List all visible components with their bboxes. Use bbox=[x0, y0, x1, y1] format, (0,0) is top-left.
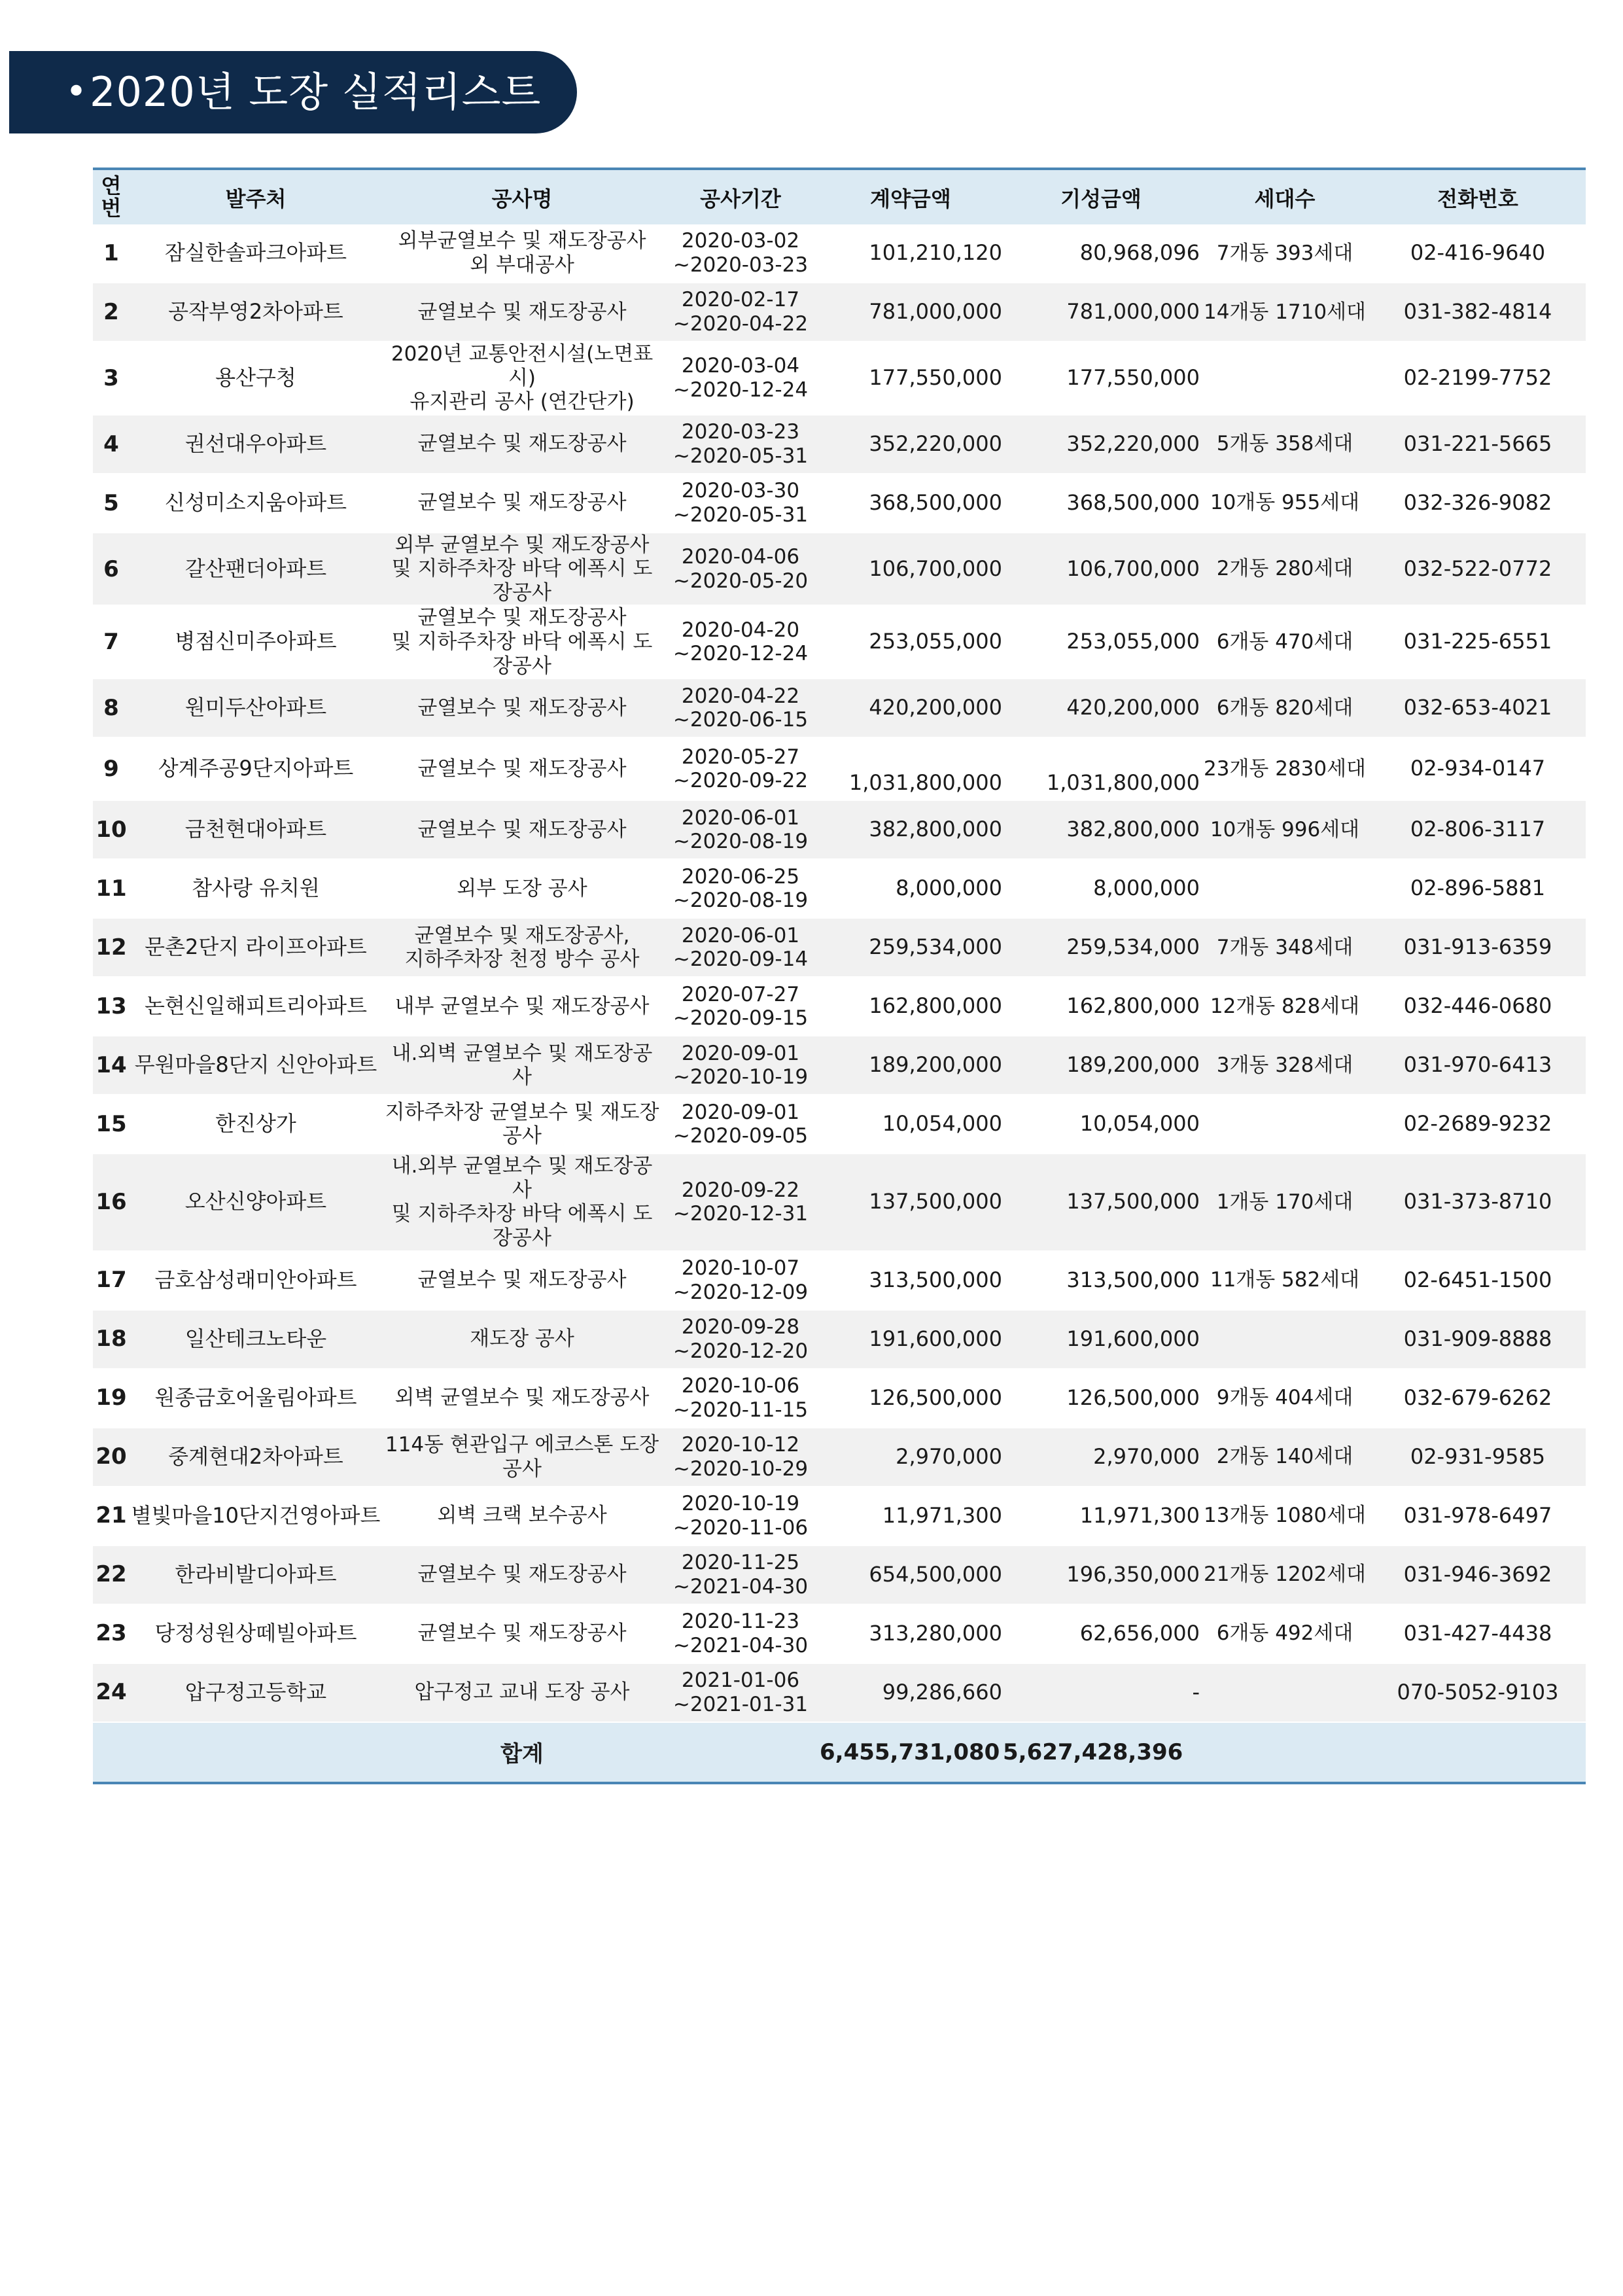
work-name-cell: 균열보수 및 재도장공사 bbox=[382, 1251, 662, 1310]
row-number: 8 bbox=[93, 679, 130, 737]
table-row bbox=[93, 415, 1586, 474]
table-row bbox=[93, 1369, 1586, 1428]
table-row bbox=[93, 800, 1586, 859]
table-row bbox=[93, 342, 1586, 415]
period-cell: 2020-09-01 ~2020-10-19 bbox=[662, 1036, 819, 1095]
period-cell: 2021-01-06 ~2021-01-31 bbox=[662, 1663, 819, 1722]
completed-amount-cell: 253,055,000 bbox=[1002, 605, 1200, 679]
header-units: 세대수 bbox=[1254, 186, 1316, 211]
units-cell: 3개동 328세대 bbox=[1200, 1036, 1370, 1095]
contract-amount-cell: 99,286,660 bbox=[819, 1663, 1002, 1722]
completed-amount-cell: 8,000,000 bbox=[1002, 859, 1200, 918]
phone-cell: 031-913-6359 bbox=[1370, 918, 1586, 977]
contract-amount-cell: 137,500,000 bbox=[819, 1154, 1002, 1250]
period-cell: 2020-09-28 ~2020-12-20 bbox=[662, 1310, 819, 1369]
work-name-cell: 재도장 공사 bbox=[382, 1310, 662, 1369]
completed-amount-cell: 106,700,000 bbox=[1002, 533, 1200, 606]
client-cell: 원종금호어울림아파트 bbox=[130, 1369, 382, 1428]
phone-cell: 070-5052-9103 bbox=[1370, 1663, 1586, 1722]
contract-amount-cell: 654,500,000 bbox=[819, 1545, 1002, 1604]
performance-table bbox=[93, 168, 1586, 1784]
client-cell: 상계주공9단지아파트 bbox=[130, 737, 382, 800]
contract-amount-cell: 313,280,000 bbox=[819, 1604, 1002, 1663]
phone-cell: 031-382-4814 bbox=[1370, 283, 1586, 342]
row-number: 11 bbox=[93, 859, 130, 918]
client-cell: 갈산팬더아파트 bbox=[130, 533, 382, 606]
period-cell: 2020-03-02 ~2020-03-23 bbox=[662, 224, 819, 283]
header-client: 발주처 bbox=[225, 186, 287, 211]
header-done: 기성금액 bbox=[1060, 186, 1142, 211]
phone-cell: 031-221-5665 bbox=[1370, 415, 1586, 474]
client-cell: 별빛마을10단지건영아파트 bbox=[130, 1487, 382, 1545]
row-number: 16 bbox=[93, 1154, 130, 1250]
client-cell: 당정성원상떼빌아파트 bbox=[130, 1604, 382, 1663]
contract-amount-cell: 126,500,000 bbox=[819, 1369, 1002, 1428]
table-row bbox=[93, 474, 1586, 533]
work-name-cell: 외부 균열보수 및 재도장공사 및 지하주차장 바닥 에폭시 도장공사 bbox=[382, 533, 662, 606]
work-name-cell: 균열보수 및 재도장공사 bbox=[382, 474, 662, 533]
client-cell: 금천현대아파트 bbox=[130, 800, 382, 859]
work-name-cell: 외부균열보수 및 재도장공사 외 부대공사 bbox=[382, 224, 662, 283]
row-number: 7 bbox=[93, 605, 130, 679]
table-row bbox=[93, 224, 1586, 283]
completed-amount-cell: 11,971,300 bbox=[1002, 1487, 1200, 1545]
header-no bbox=[93, 169, 130, 224]
header-phone: 전화번호 bbox=[1437, 186, 1518, 211]
completed-amount-cell: 352,220,000 bbox=[1002, 415, 1200, 474]
table-row bbox=[93, 1428, 1586, 1487]
contract-amount-cell: 1,031,800,000 bbox=[819, 737, 1002, 800]
period-cell: 2020-10-06 ~2020-11-15 bbox=[662, 1369, 819, 1428]
completed-amount-cell: 80,968,096 bbox=[1002, 224, 1200, 283]
period-cell: 2020-04-20 ~2020-12-24 bbox=[662, 605, 819, 679]
period-cell: 2020-11-25 ~2021-04-30 bbox=[662, 1545, 819, 1604]
work-name-cell: 균열보수 및 재도장공사 bbox=[382, 1545, 662, 1604]
client-cell: 금호삼성래미안아파트 bbox=[130, 1251, 382, 1310]
table-row bbox=[93, 1663, 1586, 1722]
phone-cell: 02-931-9585 bbox=[1370, 1428, 1586, 1487]
period-cell: 2020-03-30 ~2020-05-31 bbox=[662, 474, 819, 533]
period-cell: 2020-05-27 ~2020-09-22 bbox=[662, 737, 819, 800]
units-cell: 14개동 1710세대 bbox=[1200, 283, 1370, 342]
contract-amount-cell: 313,500,000 bbox=[819, 1251, 1002, 1310]
units-cell: 7개동 393세대 bbox=[1200, 224, 1370, 283]
work-name-cell: 내.외벽 균열보수 및 재도장공사 bbox=[382, 1036, 662, 1095]
total-spacer-4 bbox=[1200, 1722, 1370, 1783]
completed-amount-cell: 2,970,000 bbox=[1002, 1428, 1200, 1487]
client-cell: 참사랑 유치원 bbox=[130, 859, 382, 918]
phone-cell: 031-427-4438 bbox=[1370, 1604, 1586, 1663]
client-cell: 용산구청 bbox=[130, 342, 382, 415]
work-name-cell: 내.외부 균열보수 및 재도장공사 및 지하주차장 바닥 에폭시 도장공사 bbox=[382, 1154, 662, 1250]
phone-cell: 031-970-6413 bbox=[1370, 1036, 1586, 1095]
contract-amount-cell: 382,800,000 bbox=[819, 800, 1002, 859]
completed-amount-cell: 196,350,000 bbox=[1002, 1545, 1200, 1604]
completed-amount-cell: 191,600,000 bbox=[1002, 1310, 1200, 1369]
table-row bbox=[93, 1487, 1586, 1545]
period-cell: 2020-09-22 ~2020-12-31 bbox=[662, 1154, 819, 1250]
completed-amount-cell: 10,054,000 bbox=[1002, 1095, 1200, 1154]
contract-amount-cell: 352,220,000 bbox=[819, 415, 1002, 474]
client-cell: 권선대우아파트 bbox=[130, 415, 382, 474]
units-cell: 6개동 470세대 bbox=[1200, 605, 1370, 679]
client-cell: 병점신미주아파트 bbox=[130, 605, 382, 679]
units-cell: 2개동 140세대 bbox=[1200, 1428, 1370, 1487]
phone-cell: 032-446-0680 bbox=[1370, 977, 1586, 1036]
row-number: 21 bbox=[93, 1487, 130, 1545]
period-cell: 2020-04-22 ~2020-06-15 bbox=[662, 679, 819, 737]
row-number: 19 bbox=[93, 1369, 130, 1428]
work-name-cell: 114동 현관입구 에코스톤 도장공사 bbox=[382, 1428, 662, 1487]
units-cell: 1개동 170세대 bbox=[1200, 1154, 1370, 1250]
header-no-line1: 연 bbox=[101, 173, 122, 198]
phone-cell: 02-2199-7752 bbox=[1370, 342, 1586, 415]
period-cell: 2020-06-01 ~2020-09-14 bbox=[662, 918, 819, 977]
period-cell: 2020-10-19 ~2020-11-06 bbox=[662, 1487, 819, 1545]
completed-amount-cell: 368,500,000 bbox=[1002, 474, 1200, 533]
completed-amount-cell: 126,500,000 bbox=[1002, 1369, 1200, 1428]
row-number: 1 bbox=[93, 224, 130, 283]
page-title: 2020년 도장 실적리스트 bbox=[90, 68, 542, 116]
contract-amount-cell: 10,054,000 bbox=[819, 1095, 1002, 1154]
units-cell: 10개동 996세대 bbox=[1200, 800, 1370, 859]
phone-cell: 02-934-0147 bbox=[1370, 737, 1586, 800]
completed-amount-cell: 781,000,000 bbox=[1002, 283, 1200, 342]
row-number: 6 bbox=[93, 533, 130, 606]
units-cell: 21개동 1202세대 bbox=[1200, 1545, 1370, 1604]
completed-amount-cell: 162,800,000 bbox=[1002, 977, 1200, 1036]
contract-amount-cell: 101,210,120 bbox=[819, 224, 1002, 283]
work-name-cell: 2020년 교통안전시설(노면표시) 유지관리 공사 (연간단가) bbox=[382, 342, 662, 415]
work-name-cell: 균열보수 및 재도장공사 bbox=[382, 415, 662, 474]
completed-amount-cell: 420,200,000 bbox=[1002, 679, 1200, 737]
period-cell: 2020-06-25 ~2020-08-19 bbox=[662, 859, 819, 918]
client-cell: 압구정고등학교 bbox=[130, 1663, 382, 1722]
phone-cell: 031-946-3692 bbox=[1370, 1545, 1586, 1604]
row-number: 14 bbox=[93, 1036, 130, 1095]
work-name-cell: 지하주차장 균열보수 및 재도장공사 bbox=[382, 1095, 662, 1154]
work-name-cell: 균열보수 및 재도장공사 bbox=[382, 679, 662, 737]
work-name-cell: 균열보수 및 재도장공사 bbox=[382, 1604, 662, 1663]
table-row bbox=[93, 679, 1586, 737]
period-cell: 2020-04-06 ~2020-05-20 bbox=[662, 533, 819, 606]
phone-cell: 031-978-6497 bbox=[1370, 1487, 1586, 1545]
row-number: 23 bbox=[93, 1604, 130, 1663]
table-row bbox=[93, 977, 1586, 1036]
phone-cell: 02-806-3117 bbox=[1370, 800, 1586, 859]
units-cell: 7개동 348세대 bbox=[1200, 918, 1370, 977]
row-number: 3 bbox=[93, 342, 130, 415]
work-name-cell: 균열보수 및 재도장공사 및 지하주차장 바닥 에폭시 도장공사 bbox=[382, 605, 662, 679]
work-name-cell: 외부 도장 공사 bbox=[382, 859, 662, 918]
contract-amount-cell: 2,970,000 bbox=[819, 1428, 1002, 1487]
row-number: 18 bbox=[93, 1310, 130, 1369]
work-name-cell: 균열보수 및 재도장공사 bbox=[382, 800, 662, 859]
units-cell: 13개동 1080세대 bbox=[1200, 1487, 1370, 1545]
work-name-cell: 균열보수 및 재도장공사 bbox=[382, 737, 662, 800]
header-contract: 계약금액 bbox=[870, 186, 951, 211]
completed-amount-cell: - bbox=[1002, 1663, 1200, 1722]
table-row bbox=[93, 737, 1586, 800]
units-cell bbox=[1200, 859, 1370, 918]
units-cell: 5개동 358세대 bbox=[1200, 415, 1370, 474]
phone-cell: 032-326-9082 bbox=[1370, 474, 1586, 533]
units-cell: 6개동 820세대 bbox=[1200, 679, 1370, 737]
phone-cell: 02-2689-9232 bbox=[1370, 1095, 1586, 1154]
table-row bbox=[93, 533, 1586, 606]
contract-amount-cell: 781,000,000 bbox=[819, 283, 1002, 342]
completed-amount-cell: 1,031,800,000 bbox=[1002, 737, 1200, 800]
units-cell bbox=[1200, 1310, 1370, 1369]
title-banner bbox=[9, 51, 577, 133]
table-row bbox=[93, 1310, 1586, 1369]
table-body bbox=[93, 224, 1586, 1722]
row-number: 20 bbox=[93, 1428, 130, 1487]
client-cell: 오산신양아파트 bbox=[130, 1154, 382, 1250]
phone-cell: 031-225-6551 bbox=[1370, 605, 1586, 679]
table-header-row bbox=[93, 169, 1586, 224]
client-cell: 논현신일해피트리아파트 bbox=[130, 977, 382, 1036]
phone-cell: 02-896-5881 bbox=[1370, 859, 1586, 918]
phone-cell: 031-373-8710 bbox=[1370, 1154, 1586, 1250]
phone-cell: 032-653-4021 bbox=[1370, 679, 1586, 737]
total-contract: 6,455,731,080 bbox=[820, 1739, 1000, 1765]
contract-amount-cell: 162,800,000 bbox=[819, 977, 1002, 1036]
completed-amount-cell: 177,550,000 bbox=[1002, 342, 1200, 415]
work-name-cell: 균열보수 및 재도장공사 bbox=[382, 283, 662, 342]
client-cell: 잠실한솔파크아파트 bbox=[130, 224, 382, 283]
units-cell: 23개동 2830세대 bbox=[1200, 737, 1370, 800]
contract-amount-cell: 8,000,000 bbox=[819, 859, 1002, 918]
contract-amount-cell: 11,971,300 bbox=[819, 1487, 1002, 1545]
contract-amount-cell: 189,200,000 bbox=[819, 1036, 1002, 1095]
phone-cell: 032-522-0772 bbox=[1370, 533, 1586, 606]
units-cell: 6개동 492세대 bbox=[1200, 1604, 1370, 1663]
total-spacer-1 bbox=[93, 1722, 130, 1783]
total-label: 합계 bbox=[500, 1741, 544, 1768]
row-number: 12 bbox=[93, 918, 130, 977]
client-cell: 원미두산아파트 bbox=[130, 679, 382, 737]
period-cell: 2020-10-07 ~2020-12-09 bbox=[662, 1251, 819, 1310]
contract-amount-cell: 106,700,000 bbox=[819, 533, 1002, 606]
client-cell: 한진상가 bbox=[130, 1095, 382, 1154]
row-number: 17 bbox=[93, 1251, 130, 1310]
work-name-cell: 외벽 균열보수 및 재도장공사 bbox=[382, 1369, 662, 1428]
units-cell: 2개동 280세대 bbox=[1200, 533, 1370, 606]
table-row bbox=[93, 859, 1586, 918]
units-cell: 9개동 404세대 bbox=[1200, 1369, 1370, 1428]
period-cell: 2020-11-23 ~2021-04-30 bbox=[662, 1604, 819, 1663]
period-cell: 2020-07-27 ~2020-09-15 bbox=[662, 977, 819, 1036]
contract-amount-cell: 368,500,000 bbox=[819, 474, 1002, 533]
row-number: 15 bbox=[93, 1095, 130, 1154]
client-cell: 한라비발디아파트 bbox=[130, 1545, 382, 1604]
contract-amount-cell: 253,055,000 bbox=[819, 605, 1002, 679]
client-cell: 중계현대2차아파트 bbox=[130, 1428, 382, 1487]
total-spacer-5 bbox=[1370, 1722, 1586, 1783]
client-cell: 무원마을8단지 신안아파트 bbox=[130, 1036, 382, 1095]
units-cell: 10개동 955세대 bbox=[1200, 474, 1370, 533]
units-cell: 11개동 582세대 bbox=[1200, 1251, 1370, 1310]
total-spacer-2 bbox=[130, 1722, 382, 1783]
client-cell: 문촌2단지 라이프아파트 bbox=[130, 918, 382, 977]
work-name-cell: 압구정고 교내 도장 공사 bbox=[382, 1663, 662, 1722]
contract-amount-cell: 177,550,000 bbox=[819, 342, 1002, 415]
units-cell: 12개동 828세대 bbox=[1200, 977, 1370, 1036]
title-bullet: • bbox=[65, 71, 88, 113]
period-cell: 2020-10-12 ~2020-10-29 bbox=[662, 1428, 819, 1487]
table-row bbox=[93, 605, 1586, 679]
table-row bbox=[93, 1251, 1586, 1310]
row-number: 5 bbox=[93, 474, 130, 533]
period-cell: 2020-03-04 ~2020-12-24 bbox=[662, 342, 819, 415]
client-cell: 일산테크노타운 bbox=[130, 1310, 382, 1369]
header-no-line2: 번 bbox=[101, 195, 122, 221]
table-row bbox=[93, 1545, 1586, 1604]
completed-amount-cell: 313,500,000 bbox=[1002, 1251, 1200, 1310]
header-work: 공사명 bbox=[491, 186, 553, 211]
row-number: 13 bbox=[93, 977, 130, 1036]
total-done: 5,627,428,396 bbox=[1003, 1739, 1183, 1765]
performance-table-wrap bbox=[93, 168, 1586, 1784]
completed-amount-cell: 62,656,000 bbox=[1002, 1604, 1200, 1663]
units-cell bbox=[1200, 1663, 1370, 1722]
period-cell: 2020-06-01 ~2020-08-19 bbox=[662, 800, 819, 859]
phone-cell: 032-679-6262 bbox=[1370, 1369, 1586, 1428]
units-cell bbox=[1200, 1095, 1370, 1154]
row-number: 2 bbox=[93, 283, 130, 342]
table-row bbox=[93, 283, 1586, 342]
work-name-cell: 균열보수 및 재도장공사, 지하주차장 천정 방수 공사 bbox=[382, 918, 662, 977]
row-number: 9 bbox=[93, 737, 130, 800]
contract-amount-cell: 259,534,000 bbox=[819, 918, 1002, 977]
client-cell: 신성미소지움아파트 bbox=[130, 474, 382, 533]
total-row bbox=[93, 1722, 1586, 1783]
completed-amount-cell: 137,500,000 bbox=[1002, 1154, 1200, 1250]
table-row bbox=[93, 1604, 1586, 1663]
phone-cell: 02-6451-1500 bbox=[1370, 1251, 1586, 1310]
row-number: 4 bbox=[93, 415, 130, 474]
period-cell: 2020-03-23 ~2020-05-31 bbox=[662, 415, 819, 474]
row-number: 22 bbox=[93, 1545, 130, 1604]
table-row bbox=[93, 1095, 1586, 1154]
units-cell bbox=[1200, 342, 1370, 415]
total-spacer-3 bbox=[662, 1722, 819, 1783]
client-cell: 공작부영2차아파트 bbox=[130, 283, 382, 342]
work-name-cell: 내부 균열보수 및 재도장공사 bbox=[382, 977, 662, 1036]
row-number: 24 bbox=[93, 1663, 130, 1722]
header-period: 공사기간 bbox=[700, 186, 781, 211]
row-number: 10 bbox=[93, 800, 130, 859]
table-row bbox=[93, 918, 1586, 977]
contract-amount-cell: 191,600,000 bbox=[819, 1310, 1002, 1369]
work-name-cell: 외벽 크랙 보수공사 bbox=[382, 1487, 662, 1545]
contract-amount-cell: 420,200,000 bbox=[819, 679, 1002, 737]
table-row bbox=[93, 1036, 1586, 1095]
phone-cell: 02-416-9640 bbox=[1370, 224, 1586, 283]
completed-amount-cell: 189,200,000 bbox=[1002, 1036, 1200, 1095]
completed-amount-cell: 382,800,000 bbox=[1002, 800, 1200, 859]
period-cell: 2020-09-01 ~2020-09-05 bbox=[662, 1095, 819, 1154]
completed-amount-cell: 259,534,000 bbox=[1002, 918, 1200, 977]
table-row bbox=[93, 1154, 1586, 1250]
period-cell: 2020-02-17 ~2020-04-22 bbox=[662, 283, 819, 342]
phone-cell: 031-909-8888 bbox=[1370, 1310, 1586, 1369]
